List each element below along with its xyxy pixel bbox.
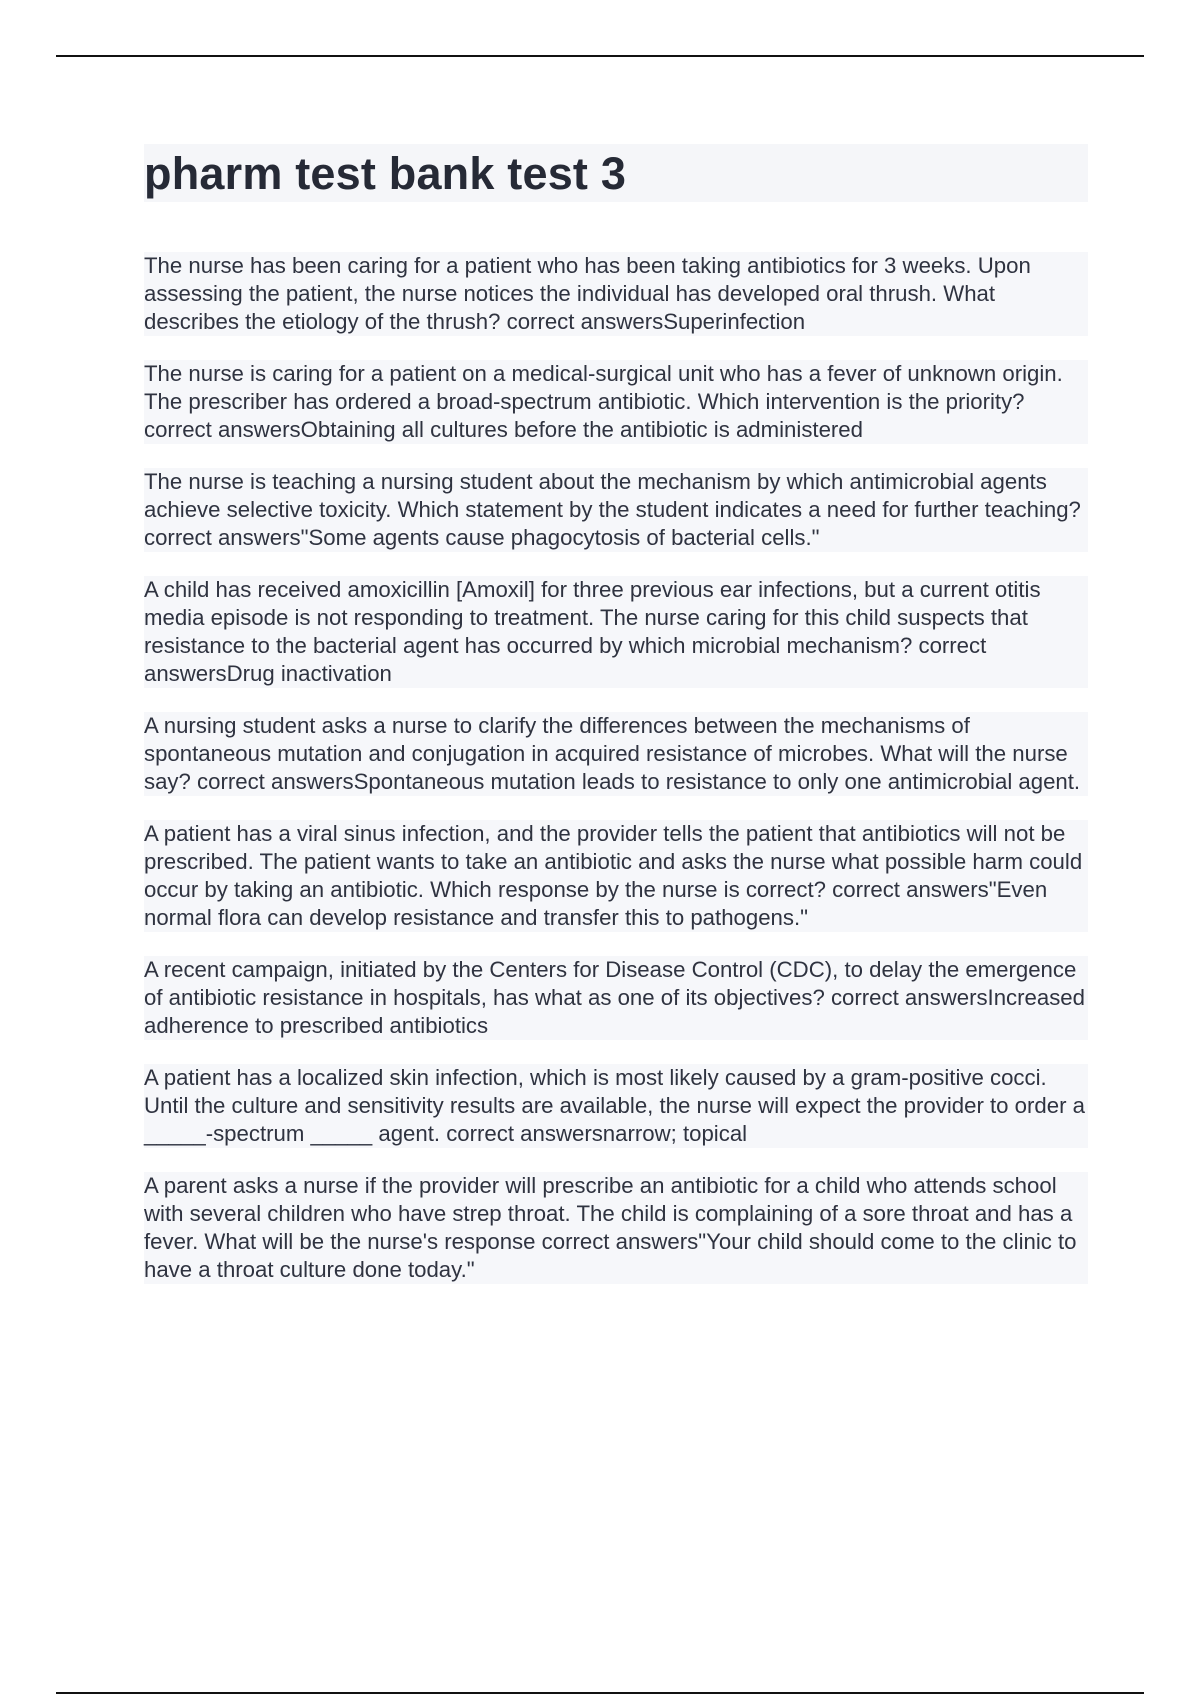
qa-item-1: The nurse has been caring for a patient who has been taking antibiotics for 3 weeks. Upon assessing the patient, the nurse notices the individual has developed oral thrush. What describes the etiology of the thrush? correct answersSuperinfection — [144, 252, 1088, 336]
title-bar — [144, 144, 1088, 202]
qa-item-4: A child has received amoxicillin [Amoxil] for three previous ear infections, but a current otitis media episode is not responding to treatment. The nurse caring for this child suspects that resistance to the bacterial agent has occurred by which microbial mechanism? correct answersDrug inactivation — [144, 576, 1088, 688]
qa-item-9: A parent asks a nurse if the provider will prescribe an antibiotic for a child who attends school with several children who have strep throat. The child is complaining of a sore throat and has a fever. What will be the nurse's response correct answers"Your child should come to the clinic to have a throat culture done today." — [144, 1172, 1088, 1284]
qa-item-3: The nurse is teaching a nursing student about the mechanism by which antimicrobial agents achieve selective toxicity. Which statement by the student indicates a need for further teaching? correct answers"Some agents cause phagocytosis of bacterial cells." — [144, 468, 1088, 552]
bottom-rule — [56, 1692, 1144, 1694]
document-body — [144, 144, 1088, 1308]
top-rule — [56, 55, 1144, 57]
qa-item-8: A patient has a localized skin infection, which is most likely caused by a gram-positive cocci. Until the culture and sensitivity results are available, the nurse will expect the provider to order a _____-spectrum _____ agent. correct answersnarrow; topical — [144, 1064, 1088, 1148]
qa-item-2: The nurse is caring for a patient on a medical-surgical unit who has a fever of unknown origin. The prescriber has ordered a broad-spectrum antibiotic. Which intervention is the priority? correct answersObtaining all cultures before the antibiotic is administered — [144, 360, 1088, 444]
qa-item-5: A nursing student asks a nurse to clarify the differences between the mechanisms of spontaneous mutation and conjugation in acquired resistance of microbes. What will the nurse say? correct answersSpontaneous mutation leads to resistance to only one antimicrobial agent. — [144, 712, 1088, 796]
qa-item-7: A recent campaign, initiated by the Centers for Disease Control (CDC), to delay the emergence of antibiotic resistance in hospitals, has what as one of its objectives? correct answersIncreased adherence to prescribed antibiotics — [144, 956, 1088, 1040]
qa-item-6: A patient has a viral sinus infection, and the provider tells the patient that antibiotics will not be prescribed. The patient wants to take an antibiotic and asks the nurse what possible harm could occur by taking an antibiotic. Which response by the nurse is correct? correct answers"Even normal flora can develop resistance and transfer this to pathogens." — [144, 820, 1088, 932]
document-title: pharm test bank test 3 — [144, 147, 627, 199]
